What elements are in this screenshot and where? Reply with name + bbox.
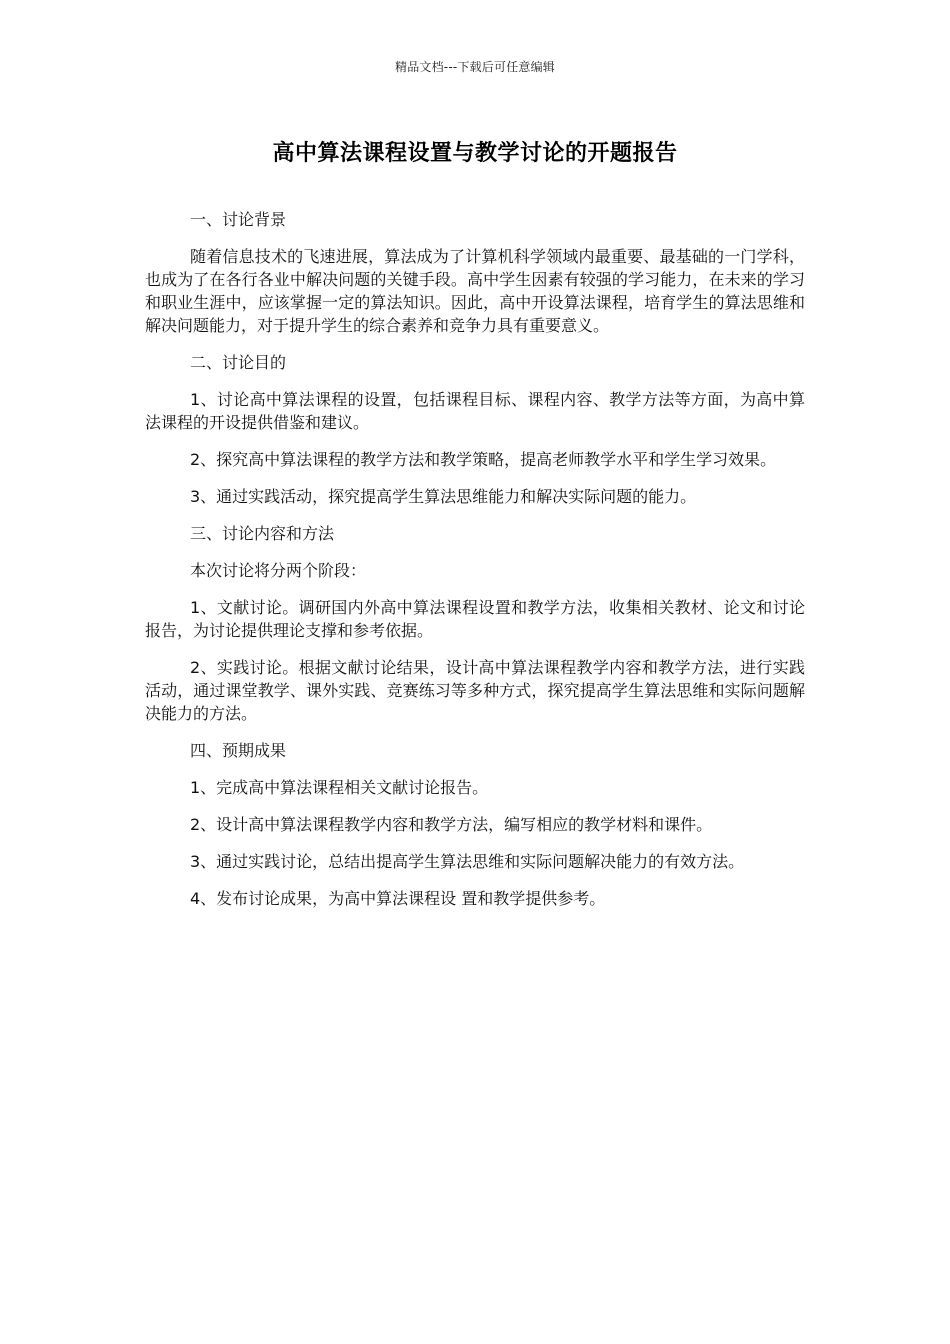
page-title: 高中算法课程设置与教学讨论的开题报告 — [272, 141, 678, 166]
paragraph-outcome-4: 4、发布讨论成果，为高中算法课程设 置和教学提供参考。 — [190, 889, 606, 908]
paragraph-purpose-3: 3、通过实践活动，探究提高学生算法思维能力和解决实际问题的能力。 — [190, 487, 697, 506]
paragraph-outcome-2: 2、设计高中算法课程教学内容和教学方法，编写相应的教学材料和课件。 — [190, 815, 713, 834]
paragraph-methods-1: 1、文献讨论。调研国内外高中算法课程设置和教学方法，收集相关教材、论文和讨论报告，为讨论提供理论支撑和参考依据。 — [145, 598, 805, 640]
section-heading-purpose: 二、讨论目的 — [190, 353, 287, 372]
section-heading-methods: 三、讨论内容和方法 — [190, 524, 335, 543]
paragraph-background: 随着信息技术的飞速进展，算法成为了计算机科学领域内最重要、最基础的一门学科，也成为了在各行各业中解决问题的关键手段。高中学生因素有较强的学习能力，在未来的学习和职业生涯中，应该掌握一定的算法知识。因此，高中开设算法课程，培育学生的算法思维和解决问题能力，对于提升学生的综合素养和竞争力具有重要意义。 — [145, 247, 805, 335]
paragraph-purpose-2: 2、探究高中算法课程的教学方法和教学策略，提高老师教学水平和学生学习效果。 — [190, 450, 777, 469]
section-heading-background: 一、讨论背景 — [190, 210, 287, 229]
paragraph-methods-2: 2、实践讨论。根据文献讨论结果，设计高中算法课程教学内容和教学方法，进行实践活动，通过课堂教学、课外实践、竞赛练习等多种方式，探究提高学生算法思维和实际问题解决能力的方法。 — [145, 658, 805, 723]
paragraph-purpose-1: 1、讨论高中算法课程的设置，包括课程目标、课程内容、教学方法等方面，为高中算法课程的开设提供借鉴和建议。 — [145, 390, 805, 432]
header-note: 精品文档---下载后可任意编辑 — [395, 60, 555, 74]
paragraph-outcome-1: 1、完成高中算法课程相关文献讨论报告。 — [190, 778, 489, 797]
document-body — [145, 208, 805, 924]
paragraph-methods-intro: 本次讨论将分两个阶段： — [190, 561, 367, 580]
section-heading-outcomes: 四、预期成果 — [190, 741, 287, 760]
paragraph-outcome-3: 3、通过实践讨论，总结出提高学生算法思维和实际问题解决能力的有效方法。 — [190, 852, 745, 871]
